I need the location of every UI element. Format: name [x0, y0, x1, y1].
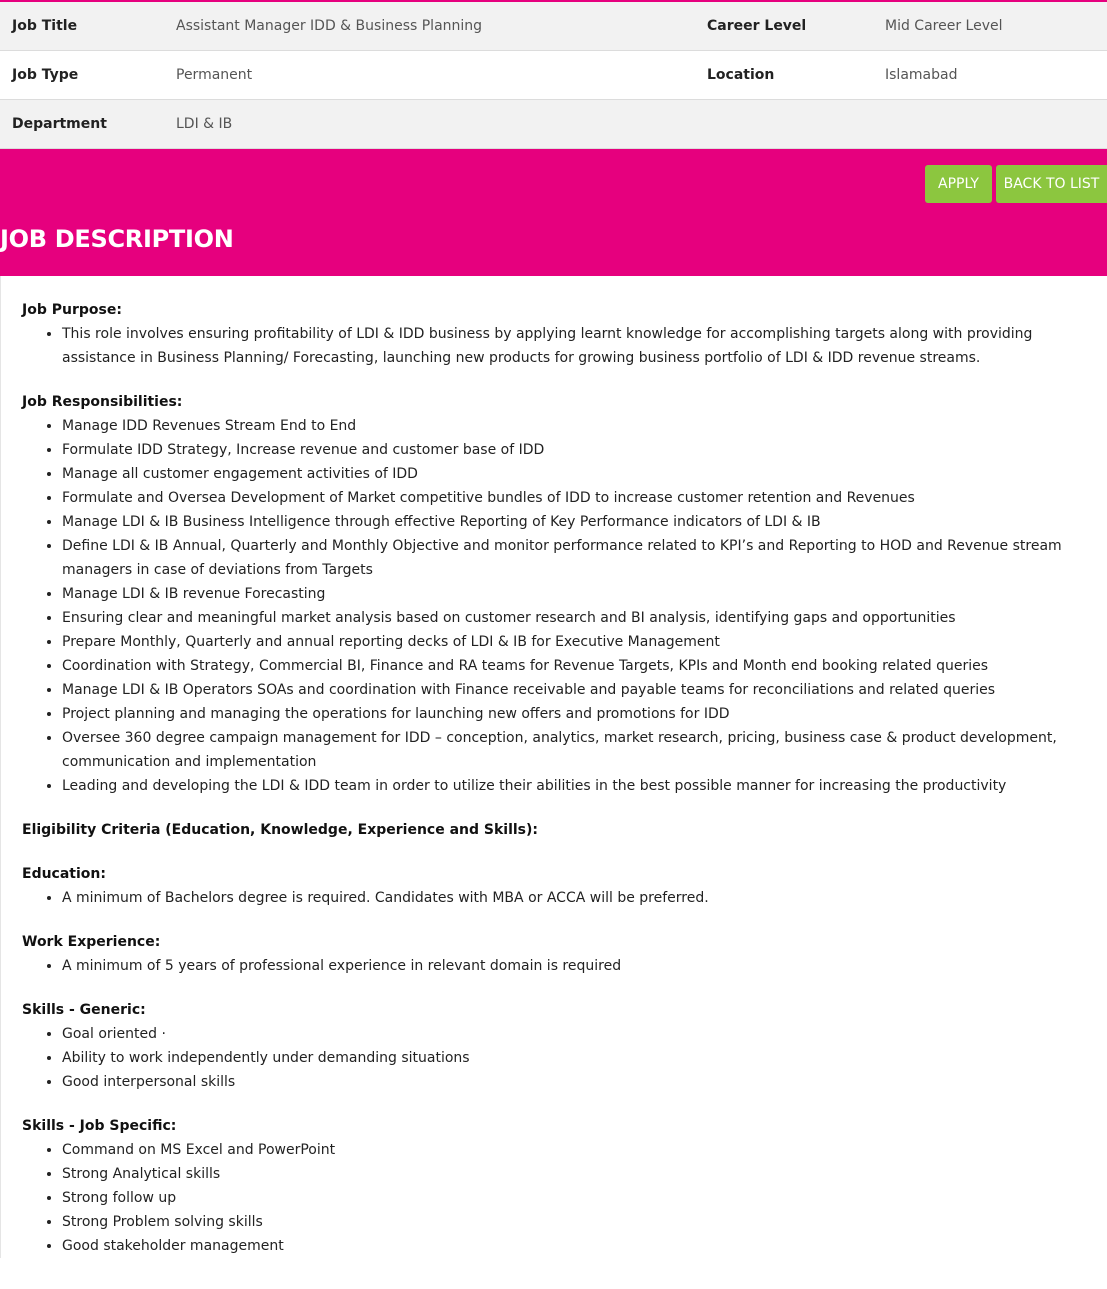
list-item: • Strong Problem solving skills — [62, 1210, 1087, 1234]
department-label: Department — [12, 116, 107, 132]
list-item: • Manage LDI & IB Operators SOAs and coordination with Finance receivable and payable teams for reconciliations and related queries — [62, 678, 1087, 702]
skills-specific-list — [22, 1138, 1087, 1258]
list-item: • A minimum of Bachelors degree is required. Candidates with MBA or ACCA will be preferred. — [62, 886, 1087, 910]
list-item: • Leading and developing the LDI & IDD team in order to utilize their abilities in the best possible manner for increasing the productivity — [62, 774, 1087, 798]
list-item: • Good interpersonal skills — [62, 1070, 1087, 1094]
skills-generic-heading: Skills - Generic: — [22, 1002, 146, 1018]
back-to-list-button[interactable]: BACK TO LIST — [996, 165, 1107, 203]
list-item: • Manage LDI & IB revenue Forecasting — [62, 582, 1087, 606]
career-level-value: Mid Career Level — [885, 18, 1003, 34]
page-title: JOB DESCRIPTION — [0, 225, 234, 253]
list-item: • Goal oriented · — [62, 1022, 1087, 1046]
list-item: • Manage LDI & IB Business Intelligence through effective Reporting of Key Performance indicators of LDI & IB — [62, 510, 1087, 534]
skills-generic-list — [22, 1022, 1087, 1094]
job-type-value: Permanent — [176, 67, 253, 83]
job-type-label: Job Type — [12, 67, 79, 83]
list-item: • Command on MS Excel and PowerPoint — [62, 1138, 1087, 1162]
list-item: • Good stakeholder management — [62, 1234, 1087, 1258]
responsibilities-list — [22, 414, 1087, 798]
experience-list — [22, 954, 1087, 978]
list-item: • Prepare Monthly, Quarterly and annual reporting decks of LDI & IB for Executive Management — [62, 630, 1087, 654]
list-item: • Strong Analytical skills — [62, 1162, 1087, 1186]
job-title-label: Job Title — [12, 18, 78, 34]
list-item: • Ability to work independently under demanding situations — [62, 1046, 1087, 1070]
list-item: • Manage IDD Revenues Stream End to End — [62, 414, 1087, 438]
eligibility-heading: Eligibility Criteria (Education, Knowledge, Experience and Skills): — [22, 822, 539, 838]
responsibilities-heading: Job Responsibilities: — [22, 394, 183, 410]
list-item: • This role involves ensuring profitability of LDI & IDD business by applying learnt knowledge for accomplishing targets along with providing assistance in Business Planning/ Forecasting, launching new products for growing business portfolio of LDI & IDD revenue streams. — [62, 322, 1087, 370]
list-item: • Ensuring clear and meaningful market analysis based on customer research and BI analysis, identifying gaps and opportunities — [62, 606, 1087, 630]
education-heading: Education: — [22, 866, 106, 882]
details-row-type — [0, 51, 1107, 100]
job-title-value: Assistant Manager IDD & Business Planning — [176, 18, 483, 34]
list-item: • Coordination with Strategy, Commercial BI, Finance and RA teams for Revenue Targets, KPIs and Month end booking related queries — [62, 654, 1087, 678]
career-level-label: Career Level — [707, 18, 807, 34]
apply-button[interactable]: APPLY — [925, 165, 992, 203]
experience-heading: Work Experience: — [22, 934, 161, 950]
purpose-list — [22, 322, 1087, 370]
location-label: Location — [707, 67, 775, 83]
job-description-banner — [0, 149, 1107, 276]
list-item: • Define LDI & IB Annual, Quarterly and Monthly Objective and monitor performance related to KPI’s and Reporting to HOD and Revenue stream managers in case of deviations from Targets — [62, 534, 1087, 582]
skills-specific-heading: Skills - Job Specific: — [22, 1118, 177, 1134]
list-item: • Project planning and managing the operations for launching new offers and promotions for IDD — [62, 702, 1087, 726]
education-list — [22, 886, 1087, 910]
list-item: • Strong follow up — [62, 1186, 1087, 1210]
purpose-heading: Job Purpose: — [22, 302, 122, 318]
location-value: Islamabad — [885, 67, 958, 83]
job-description-content — [0, 276, 1107, 1258]
details-row-title — [0, 2, 1107, 51]
list-item: • Formulate and Oversea Development of Market competitive bundles of IDD to increase customer retention and Revenues — [62, 486, 1087, 510]
list-item: • Manage all customer engagement activities of IDD — [62, 462, 1087, 486]
list-item: • Formulate IDD Strategy, Increase revenue and customer base of IDD — [62, 438, 1087, 462]
details-row-department — [0, 100, 1107, 149]
job-details-table — [0, 0, 1107, 149]
list-item: • Oversee 360 degree campaign management for IDD – conception, analytics, market research, pricing, business case & product development, communication and implementation — [62, 726, 1087, 774]
department-value: LDI & IB — [176, 116, 233, 132]
list-item: • A minimum of 5 years of professional experience in relevant domain is required — [62, 954, 1087, 978]
